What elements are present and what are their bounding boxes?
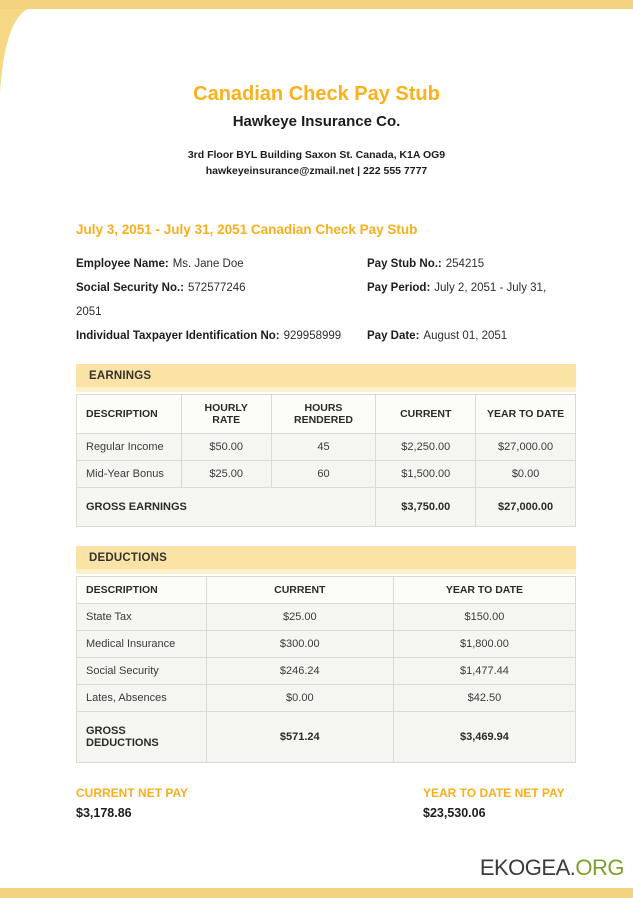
column-header: CURRENT	[206, 577, 393, 604]
earnings-current: $1,500.00	[376, 461, 476, 488]
brand-logo	[480, 855, 624, 881]
taxpayer-id-value: 929958999	[283, 330, 342, 342]
table-row	[77, 434, 576, 461]
info-line	[76, 300, 576, 324]
table-row	[77, 461, 576, 488]
deduction-current: $300.00	[206, 631, 393, 658]
company-contact: hawkeyeinsurance@zmail.net | 222 555 7777	[205, 165, 428, 177]
pay-period-label: Pay Period:	[367, 282, 431, 294]
column-header: DESCRIPTION	[77, 395, 182, 434]
table-row	[77, 604, 576, 631]
earnings-table	[76, 394, 576, 527]
social-security-field	[76, 276, 367, 300]
earnings-hourly-rate: $50.00	[181, 434, 271, 461]
info-line	[76, 252, 576, 276]
deductions-total-row	[77, 712, 576, 763]
earnings-ytd: $27,000.00	[476, 434, 576, 461]
company-address: 3rd Floor BYL Building Saxon St. Canada, K1A OG9	[187, 149, 446, 161]
table-row	[77, 631, 576, 658]
column-header: DESCRIPTION	[77, 577, 207, 604]
empty-cell	[367, 300, 576, 324]
deduction-description: Medical Insurance	[77, 631, 207, 658]
deduction-ytd: $1,800.00	[393, 631, 575, 658]
employee-name-value: Ms. Jane Doe	[172, 258, 244, 270]
top-accent-bar	[0, 0, 633, 9]
pay-period-wrap-field	[76, 300, 367, 324]
bottom-accent-bar	[0, 888, 633, 898]
deduction-ytd: $1,477.44	[393, 658, 575, 685]
deduction-description: Social Security	[77, 658, 207, 685]
page-title: Canadian Check Pay Stub	[193, 83, 440, 105]
table-row	[77, 685, 576, 712]
social-security-value: 572577246	[188, 282, 246, 294]
employee-name-label: Employee Name:	[76, 258, 169, 270]
company-address-block	[0, 147, 633, 179]
document-header	[0, 0, 633, 179]
column-header: YEAR TO DATE	[393, 577, 575, 604]
info-line	[76, 324, 576, 348]
pay-date-value: August 01, 2051	[423, 330, 508, 342]
gross-deductions-ytd: $3,469.94	[393, 712, 575, 763]
earnings-section	[76, 364, 576, 527]
gross-earnings-current: $3,750.00	[376, 488, 476, 527]
earnings-header-row	[77, 395, 576, 434]
column-header: YEAR TO DATE	[476, 395, 576, 434]
earnings-total-row	[77, 488, 576, 527]
earnings-ytd: $0.00	[476, 461, 576, 488]
earnings-description: Mid-Year Bonus	[77, 461, 182, 488]
employee-info-block	[76, 252, 576, 348]
brand-suffix: ORG	[575, 855, 624, 880]
table-row	[77, 658, 576, 685]
taxpayer-id-field	[76, 324, 367, 348]
deduction-current: $0.00	[206, 685, 393, 712]
deduction-ytd: $150.00	[393, 604, 575, 631]
earnings-hours: 60	[271, 461, 376, 488]
pay-period-field	[367, 276, 576, 300]
deduction-current: $246.24	[206, 658, 393, 685]
earnings-description: Regular Income	[77, 434, 182, 461]
company-name: Hawkeye Insurance Co.	[232, 113, 401, 130]
deduction-ytd: $42.50	[393, 685, 575, 712]
pay-stub-no-label: Pay Stub No.:	[367, 258, 442, 270]
earnings-hourly-rate: $25.00	[181, 461, 271, 488]
net-pay-section	[76, 785, 576, 820]
current-net-pay-label: CURRENT NET PAY	[76, 786, 189, 800]
earnings-current: $2,250.00	[376, 434, 476, 461]
earnings-hours: 45	[271, 434, 376, 461]
ytd-net-pay-value: $23,530.06	[423, 806, 486, 820]
deduction-current: $25.00	[206, 604, 393, 631]
deductions-table	[76, 576, 576, 763]
pay-period-wrap-value: 2051	[76, 306, 102, 318]
gross-earnings-label: GROSS EARNINGS	[77, 488, 376, 527]
pay-date-label: Pay Date:	[367, 330, 420, 342]
pay-stub-no-field	[367, 252, 576, 276]
gross-deductions-label: GROSS DEDUCTIONS	[77, 712, 207, 763]
gross-earnings-ytd: $27,000.00	[476, 488, 576, 527]
column-header: CURRENT	[376, 395, 476, 434]
earnings-section-header: EARNINGS	[76, 364, 576, 392]
taxpayer-id-label: Individual Taxpayer Identification No:	[76, 330, 280, 342]
pay-period-heading: July 3, 2051 - July 31, 2051 Canadian Check Pay Stub	[76, 222, 418, 237]
pay-stub-no-value: 254215	[445, 258, 485, 270]
pay-period-value: July 2, 2051 - July 31,	[434, 282, 547, 294]
deduction-description: Lates, Absences	[77, 685, 207, 712]
pay-date-field	[367, 324, 576, 348]
ytd-net-pay-label: YEAR TO DATE NET PAY	[423, 786, 565, 800]
gross-deductions-current: $571.24	[206, 712, 393, 763]
corner-decoration	[0, 9, 60, 94]
deduction-description: State Tax	[77, 604, 207, 631]
deductions-header-row	[77, 577, 576, 604]
column-header: HOURLY RATE	[181, 395, 271, 434]
brand-name: EKOGEA.	[479, 855, 576, 880]
employee-name-field	[76, 252, 367, 276]
deductions-section	[76, 546, 576, 763]
column-header: HOURS RENDERED	[271, 395, 376, 434]
social-security-label: Social Security No.:	[76, 282, 185, 294]
current-net-pay-value: $3,178.86	[76, 806, 132, 820]
ytd-net-pay-block	[423, 785, 576, 820]
info-line	[76, 276, 576, 300]
deductions-section-header: DEDUCTIONS	[76, 546, 576, 574]
current-net-pay-block	[76, 785, 423, 820]
